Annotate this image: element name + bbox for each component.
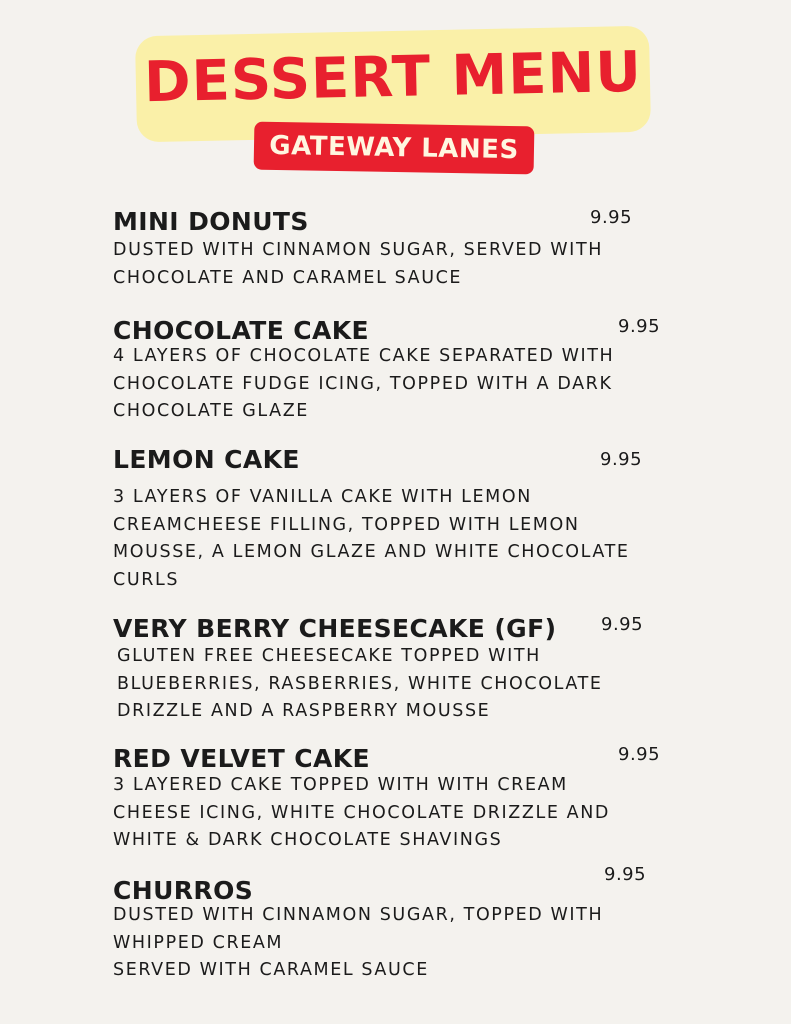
item-name: VERY BERRY CHEESECAKE (GF) [113, 614, 557, 643]
description-line: DRIZZLE AND A RASPBERRY MOUSSE [117, 701, 491, 721]
item-price: 9.95 [618, 744, 661, 765]
item-price: 9.95 [590, 207, 633, 228]
description-line: CHOCOLATE FUDGE ICING, TOPPED WITH A DARK [113, 373, 613, 394]
description-line: DUSTED WITH CINNAMON SUGAR, SERVED WITH [113, 240, 603, 260]
menu-subtitle: GATEWAY LANES [269, 130, 519, 166]
subtitle-badge [254, 122, 535, 175]
description-line: CHOCOLATE AND CARAMEL SAUCE [113, 267, 463, 288]
item-price: 9.95 [604, 864, 647, 885]
description-line: GLUTEN FREE CHEESECAKE TOPPED WITH [117, 646, 541, 666]
description-line: CURLS [113, 569, 180, 590]
item-name: LEMON CAKE [113, 445, 300, 474]
description-line: 3 LAYERS OF VANILLA CAKE WITH LEMON [113, 487, 532, 507]
item-description [117, 643, 717, 726]
item-description [113, 772, 713, 855]
item-name: CHURROS [113, 876, 254, 905]
item-description [113, 343, 713, 426]
item-description [113, 484, 713, 594]
description-line: MOUSSE, A LEMON GLAZE AND WHITE CHOCOLATE [113, 542, 630, 562]
description-line: 3 LAYERED CAKE TOPPED WITH WITH CREAM [113, 775, 568, 795]
item-description [113, 237, 713, 292]
item-name: CHOCOLATE CAKE [113, 316, 370, 345]
description-line: SERVED WITH CARAMEL SAUCE [113, 960, 429, 980]
item-price: 9.95 [601, 614, 644, 635]
item-price: 9.95 [618, 316, 661, 337]
description-line: DUSTED WITH CINNAMON SUGAR, TOPPED WITH [113, 905, 604, 925]
description-line: WHIPPED CREAM [113, 932, 284, 953]
item-name: MINI DONUTS [113, 207, 309, 236]
description-line: CHEESE ICING, WHITE CHOCOLATE DRIZZLE AND [113, 802, 610, 823]
menu-title: DESSERT MENU [143, 39, 643, 116]
description-line: CHOCOLATE GLAZE [113, 401, 309, 421]
description-line: WHITE & DARK CHOCOLATE SHAVINGS [113, 830, 503, 850]
description-line: 4 LAYERS OF CHOCOLATE CAKE SEPARATED WITH [113, 346, 615, 366]
item-description [113, 902, 713, 985]
description-line: BLUEBERRIES, RASBERRIES, WHITE CHOCOLATE [117, 673, 603, 694]
description-line: CREAMCHEESE FILLING, TOPPED WITH LEMON [113, 514, 580, 535]
item-price: 9.95 [600, 449, 643, 470]
item-name: RED VELVET CAKE [113, 744, 371, 773]
